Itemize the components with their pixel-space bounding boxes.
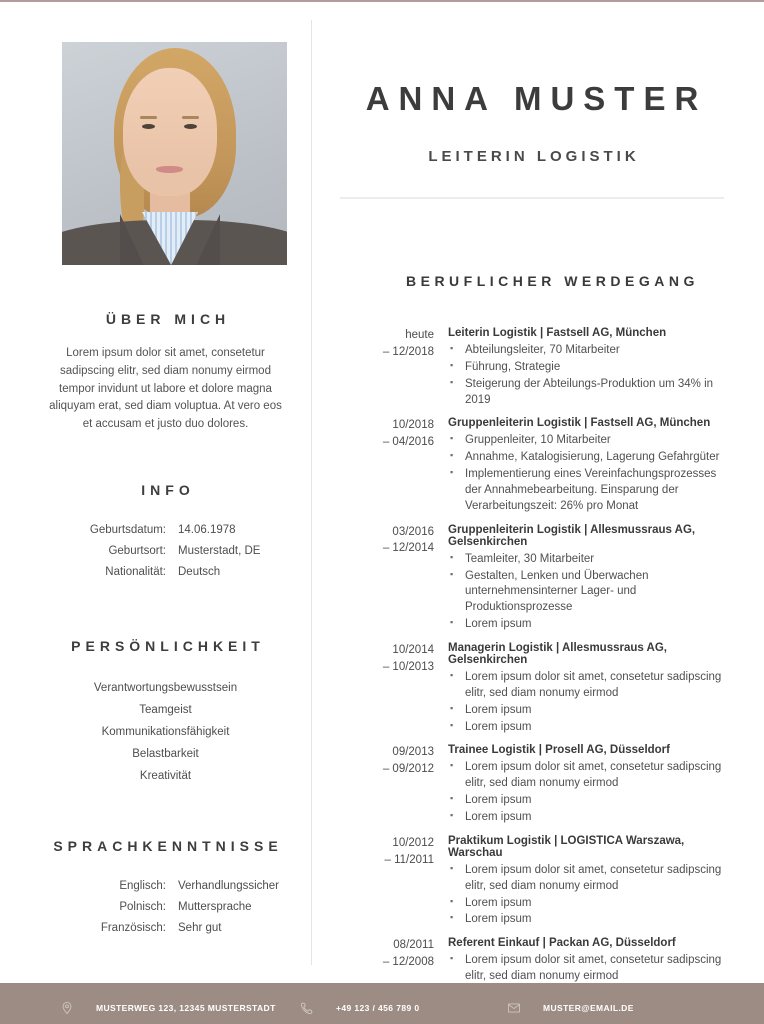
entry-bullet: ▪ Lorem ipsum dolor sit amet, consetetur sadipscing elitr, sed diam nonumy eirmod	[448, 953, 724, 985]
career-heading: BERUFLICHER WERDEGANG	[406, 273, 699, 289]
info-section	[36, 482, 295, 578]
entry-bullet: ▪ Führung, Strategie	[448, 360, 724, 376]
portrait-photo	[62, 42, 287, 265]
languages-heading: SPRACHKENNTNISSE	[53, 838, 283, 855]
entry-title: Gruppenleiterin Logistik | Fastsell AG, München	[448, 417, 711, 430]
entry-title: Gruppenleiterin Logistik | Allesmussraus AG, Gelsenkirchen	[448, 523, 696, 548]
footer-address: MUSTERWEG 123, 12345 MUSTERSTADT	[96, 1002, 276, 1013]
entry-date-start: 08/2011	[393, 939, 434, 952]
language-rows	[36, 880, 295, 934]
entry-date-end: – 12/2014	[382, 542, 434, 555]
entry-date-start: 10/2012	[392, 836, 434, 849]
career-entry	[340, 327, 724, 409]
photo-eyebrow-right	[182, 116, 199, 119]
language-label: Französisch:	[100, 922, 166, 935]
info-label: Geburtsort:	[108, 545, 166, 558]
footer-phone-item	[300, 1001, 507, 1015]
entry-date-range	[340, 417, 434, 515]
footer-email: MUSTER@EMAIL.DE	[543, 1002, 634, 1013]
entry-bullet: ▪ Implementierung eines Vereinfachungsprozesses der Annahmebearbeitung. Einsparung der Verarbeitungszeit: 26% pro Monat	[448, 467, 724, 515]
personality-item: Belastbarkeit	[132, 748, 199, 761]
entry-title: Managerin Logistik | Allesmussraus AG, Gelsenkirchen	[448, 642, 668, 667]
entry-bullet: ▪ Lorem ipsum	[448, 793, 724, 809]
entry-date-end: – 10/2013	[382, 660, 434, 673]
footer-email-item	[507, 1001, 764, 1015]
entry-bullet: ▪ Lorem ipsum dolor sit amet, consetetur sadipscing elitr, sed diam nonumy eirmod	[448, 760, 724, 792]
personality-section	[36, 638, 295, 782]
language-label: Englisch:	[119, 880, 166, 893]
entry-date-range	[340, 327, 434, 409]
entry-bullets	[448, 343, 724, 408]
career-entry	[340, 744, 724, 826]
entry-bullets	[448, 433, 724, 514]
info-heading: INFO	[141, 482, 195, 499]
info-value: Deutsch	[178, 566, 221, 579]
entry-date-range	[340, 744, 434, 826]
info-value: Musterstadt, DE	[178, 545, 261, 558]
entry-bullet: ▪ Steigerung der Abteilungs-Produktion um 34% in 2019	[448, 377, 724, 409]
language-label: Polnisch:	[119, 901, 166, 914]
career-entry	[340, 642, 724, 736]
location-pin-icon	[60, 1001, 74, 1015]
entry-date-end: – 04/2016	[382, 436, 434, 449]
entry-bullet: ▪ Lorem ipsum	[448, 896, 724, 912]
entry-bullet: ▪ Annahme, Katalogisierung, Lagerung Gefahrgüter	[448, 450, 724, 466]
photo-eye-left	[142, 124, 155, 129]
job-title: LEITERIN LOGISTIK	[428, 148, 640, 165]
language-value: Muttersprache	[178, 901, 252, 914]
entry-title: Trainee Logistik | Prosell AG, Düsseldorf	[448, 744, 670, 757]
entry-date-start: 03/2016	[392, 525, 434, 538]
info-value: 14.06.1978	[178, 524, 236, 537]
language-value: Verhandlungssicher	[178, 880, 280, 893]
entry-date-start: 10/2014	[392, 644, 434, 657]
personality-item: Kommunikationsfähigkeit	[101, 726, 230, 739]
entry-bullet: ▪ Lorem ipsum	[448, 912, 724, 928]
entry-bullets	[448, 760, 724, 825]
footer-phone: +49 123 / 456 789 0	[336, 1002, 420, 1013]
personality-list	[36, 682, 295, 782]
entry-date-start: heute	[405, 329, 434, 341]
career-entry	[340, 417, 724, 515]
entry-bullets	[448, 670, 724, 735]
entry-body	[448, 642, 724, 736]
photo-eyebrow-left	[140, 116, 157, 119]
entry-bullet: ▪ Lorem ipsum	[448, 703, 724, 719]
main-content	[312, 2, 764, 983]
sidebar	[0, 20, 312, 965]
about-heading: ÜBER MICH	[105, 311, 231, 327]
page-title: ANNA MUSTER	[365, 80, 708, 117]
photo-face	[123, 68, 217, 196]
entry-date-end: – 11/2011	[384, 853, 434, 866]
entry-bullet: ▪ Abteilungsleiter, 70 Mitarbeiter	[448, 343, 724, 359]
photo-lips	[156, 166, 183, 173]
entry-date-start: 10/2018	[392, 419, 434, 432]
photo-eye-right	[184, 124, 197, 129]
entry-body	[448, 744, 724, 826]
entry-body	[448, 835, 724, 929]
entry-body	[448, 327, 724, 409]
entry-bullet: ▪ Lorem ipsum dolor sit amet, consetetur sadipscing elitr, sed diam nonumy eirmod	[448, 863, 724, 895]
footer	[0, 983, 764, 1024]
entry-date-range	[340, 835, 434, 929]
entry-bullet: ▪ Lorem ipsum	[448, 617, 724, 633]
entry-bullets	[448, 552, 724, 633]
personality-item: Verantwortungsbewusstsein	[93, 682, 238, 695]
personality-heading: PERSÖNLICHKEIT	[71, 638, 265, 655]
entry-bullets	[448, 863, 724, 928]
entry-date-range	[340, 524, 434, 634]
entry-bullet: ▪ Teamleiter, 30 Mitarbeiter	[448, 552, 724, 568]
about-text: Lorem ipsum dolor sit amet, consetetur sadipscing elitr, sed diam nonumy eirmod tempor invidunt ut labore et dolore magna aliquyam erat, sed diam voluptua. At vero eos et accusam et justo duo dolores.	[49, 347, 282, 431]
email-envelope-icon	[507, 1001, 521, 1015]
personality-item: Teamgeist	[139, 704, 192, 717]
entry-title: Leiterin Logistik | Fastsell AG, München	[448, 327, 667, 339]
languages-section	[36, 838, 295, 934]
info-rows	[36, 524, 295, 578]
career-entry	[340, 524, 724, 634]
entry-bullet: ▪ Lorem ipsum	[448, 720, 724, 736]
entry-title: Referent Einkauf | Packan AG, Düsseldorf	[448, 937, 676, 950]
personality-item: Kreativität	[139, 770, 192, 783]
entry-date-range	[340, 642, 434, 736]
entry-bullet: ▪ Lorem ipsum dolor sit amet, consetetur sadipscing elitr, sed diam nonumy eirmod	[448, 670, 724, 702]
footer-address-item	[60, 1001, 300, 1015]
about-section	[36, 311, 295, 434]
entry-bullet: ▪ Gestalten, Lenken und Überwachen unternehmensinterner Lager- und Produktionsprozesse	[448, 569, 724, 617]
phone-icon	[300, 1001, 314, 1015]
career-entries	[340, 327, 724, 1020]
entry-date-end: – 12/2008	[382, 956, 434, 969]
header-divider	[340, 197, 724, 199]
content-columns	[0, 2, 764, 983]
entry-date-end: – 12/2018	[382, 345, 434, 358]
entry-title: Praktikum Logistik | LOGISTICA Warszawa, Warschau	[448, 834, 685, 859]
entry-body	[448, 417, 724, 515]
language-value: Sehr gut	[178, 922, 222, 935]
entry-bullet: ▪ Lorem ipsum	[448, 810, 724, 826]
entry-date-end: – 09/2012	[382, 763, 434, 776]
info-label: Nationalität:	[105, 566, 166, 579]
career-entry	[340, 835, 724, 929]
info-label: Geburtsdatum:	[89, 524, 166, 537]
entry-bullet: ▪ Gruppenleiter, 10 Mitarbeiter	[448, 433, 724, 449]
entry-date-start: 09/2013	[392, 746, 434, 759]
entry-body	[448, 524, 724, 634]
